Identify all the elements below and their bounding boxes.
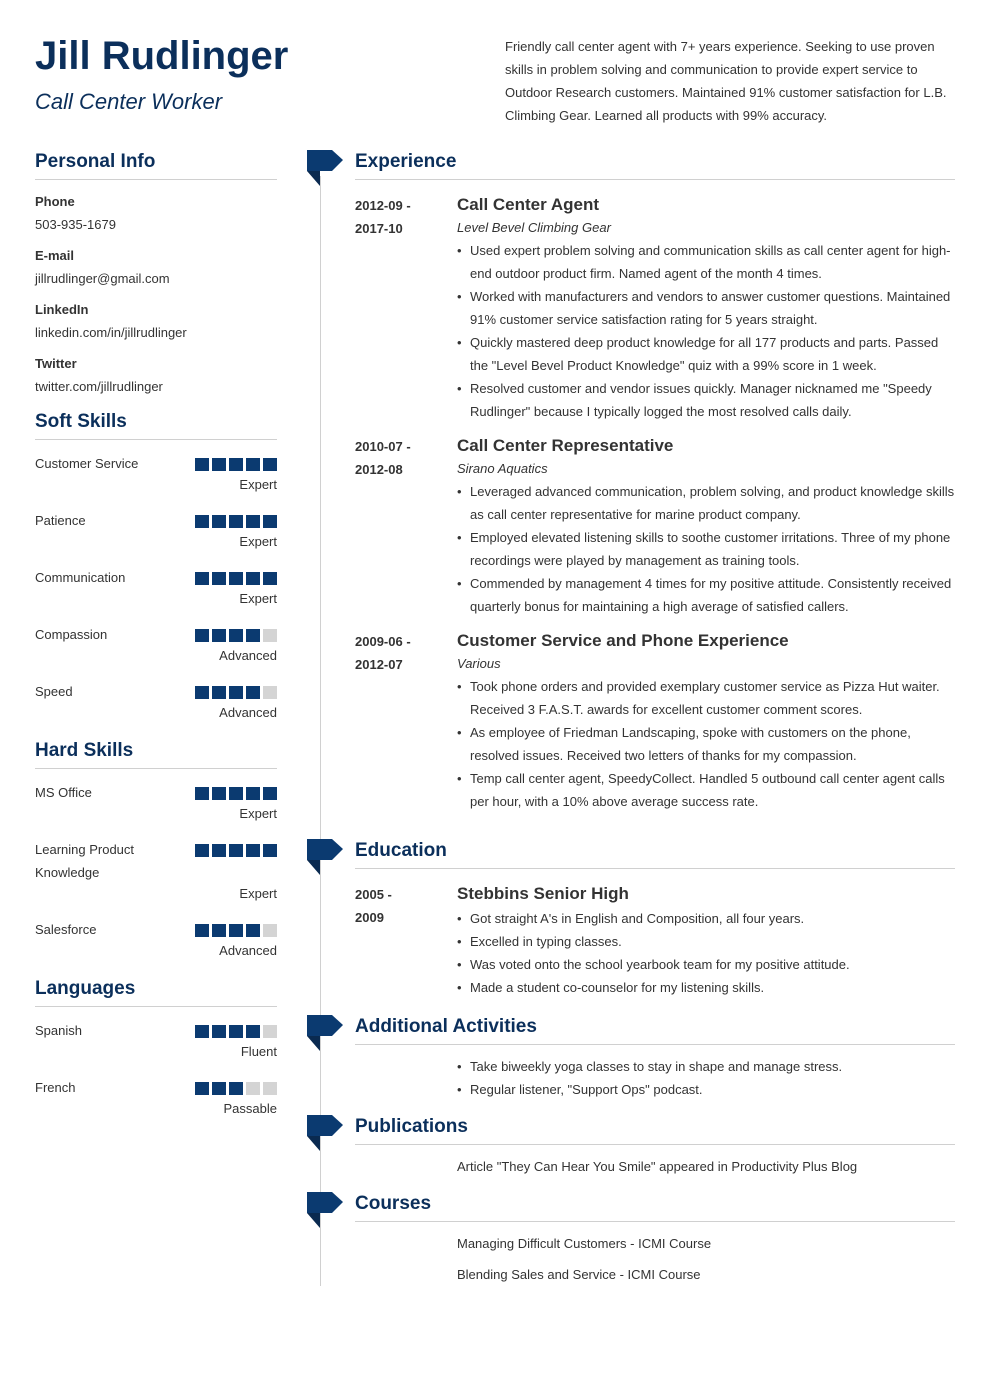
entry-body [457, 628, 955, 813]
rating-square-icon [263, 572, 277, 585]
left-column [35, 148, 277, 1133]
bullet-item: • Resolved customer and vendor issues quickly. Manager nicknamed me "Speedy Rudlinger" because I typically logged the most resolved calls daily. [457, 377, 955, 423]
rating-square-icon [246, 629, 260, 642]
resume-name: Jill Rudlinger [35, 34, 289, 78]
skill-level: Advanced [219, 705, 277, 720]
skill-item [35, 1076, 277, 1119]
skill-name: Customer Service [35, 456, 139, 471]
info-item-linkedin [35, 300, 277, 343]
hard-skills-heading: Hard Skills [35, 737, 277, 769]
rating-square-icon [195, 458, 209, 471]
rating-square-icon [212, 458, 226, 471]
skill-rating [195, 686, 277, 699]
skill-item [35, 838, 277, 904]
skill-row [35, 918, 277, 941]
entry-body [457, 1057, 955, 1101]
publications-entry [355, 1157, 955, 1178]
bullet-item: • Took phone orders and provided exemplary customer service as Pizza Hut waiter. Received 3 F.A.S.T. awards for excellent customer comment scores. [457, 675, 955, 721]
date-start: 2009-06 - [355, 634, 411, 649]
bullet-item: • Used expert problem solving and communication skills as call center agent for high-end outdoor product firm. Named agent of the month 4 times. [457, 239, 955, 285]
rating-square-icon [229, 844, 243, 857]
date-end: 2009 [355, 910, 384, 925]
bullet-item: • As employee of Friedman Landscaping, spoke with customers on the phone, resolved issues. Received two letters of thanks for my compassion. [457, 721, 955, 767]
skill-item [35, 623, 277, 666]
rating-square-icon [229, 787, 243, 800]
personal-info-section [35, 148, 277, 397]
bullet-item: • Made a student co-counselor for my listening skills. [457, 976, 955, 999]
date-start: 2012-09 - [355, 198, 411, 213]
info-value: linkedin.com/in/jillrudlinger [35, 325, 187, 340]
rating-square-icon [263, 1025, 277, 1038]
rating-square-icon [195, 515, 209, 528]
bullet-item: • Leveraged advanced communication, problem solving, and product knowledge skills as call center representative for marine product company. [457, 480, 955, 526]
rating-square-icon [212, 844, 226, 857]
rating-square-icon [212, 1082, 226, 1095]
section-flag-icon [307, 150, 343, 188]
entry-body [457, 433, 955, 618]
education-bullets [457, 907, 955, 999]
skill-level: Expert [239, 591, 277, 606]
entry-date [355, 192, 457, 423]
rating-square-icon [246, 1025, 260, 1038]
skill-name: Salesforce [35, 922, 97, 937]
skill-name: Speed [35, 684, 73, 699]
date-end: 2012-08 [355, 462, 403, 477]
entry-date [355, 433, 457, 618]
info-value: twitter.com/jillrudlinger [35, 379, 163, 394]
languages-list [35, 1019, 277, 1119]
entry-date [355, 628, 457, 813]
job-title: Customer Service and Phone Experience [457, 631, 789, 650]
job-title: Call Center Agent [457, 195, 600, 214]
soft-skills-heading: Soft Skills [35, 408, 277, 440]
section-flag-icon [307, 1115, 343, 1153]
rating-square-icon [195, 572, 209, 585]
skill-row [35, 781, 277, 804]
skill-item [35, 566, 277, 609]
bullet-item: • Temp call center agent, SpeedyCollect. Handled 5 outbound call center agent calls per hour, with a 10% above average success rate. [457, 767, 955, 813]
experience-heading: Experience [355, 148, 955, 180]
resume-role: Call Center Worker [35, 89, 223, 114]
skill-rating [195, 629, 277, 642]
info-value: 503-935-1679 [35, 217, 116, 232]
rating-square-icon [229, 1082, 243, 1095]
skill-row [35, 623, 277, 646]
bullet-item: • Got straight A's in English and Composition, all four years. [457, 907, 955, 930]
date-start: 2005 - [355, 887, 392, 902]
skill-rating [195, 844, 277, 857]
hard-skills-section [35, 737, 277, 961]
skill-item [35, 781, 277, 824]
skill-row [35, 838, 277, 884]
skill-level: Expert [239, 806, 277, 821]
course-item: Managing Difficult Customers - ICMI Course [457, 1236, 712, 1251]
info-value: jillrudlinger@gmail.com [35, 271, 170, 286]
rating-square-icon [212, 629, 226, 642]
rating-square-icon [229, 572, 243, 585]
rating-square-icon [229, 1025, 243, 1038]
hard-skills-list [35, 781, 277, 961]
section-flag-icon [307, 1192, 343, 1230]
school-name: Stebbins Senior High [457, 884, 629, 903]
skill-item [35, 509, 277, 552]
rating-square-icon [263, 787, 277, 800]
bullet-item: • Employed elevated listening skills to soothe customer irritations. Three of my phone recordings were played by management as training tools. [457, 526, 955, 572]
rating-square-icon [229, 458, 243, 471]
rating-square-icon [246, 515, 260, 528]
bullet-item: • Regular listener, "Support Ops" podcast. [457, 1078, 955, 1101]
rating-square-icon [263, 844, 277, 857]
rating-square-icon [195, 629, 209, 642]
courses-section [355, 1190, 955, 1286]
skill-name: MS Office [35, 785, 92, 800]
bullet-item: • Take biweekly yoga classes to stay in shape and manage stress. [457, 1055, 955, 1078]
rating-square-icon [263, 629, 277, 642]
languages-section [35, 975, 277, 1119]
company-name: Various [457, 656, 501, 671]
rating-square-icon [229, 629, 243, 642]
education-entry [355, 881, 955, 999]
skill-name: Patience [35, 513, 86, 528]
experience-entry [355, 192, 955, 423]
skill-level: Advanced [219, 648, 277, 663]
activities-section [355, 1013, 955, 1101]
entry-date-empty [355, 1157, 457, 1178]
company-name: Sirano Aquatics [457, 461, 548, 476]
skill-level: Passable [223, 1101, 277, 1116]
skill-item [35, 452, 277, 495]
education-heading: Education [355, 837, 955, 869]
courses-entry [355, 1234, 955, 1286]
skill-row [35, 1019, 277, 1042]
courses-heading: Courses [355, 1190, 955, 1222]
personal-info-heading: Personal Info [35, 148, 277, 180]
entry-body [457, 1157, 955, 1178]
rating-square-icon [212, 572, 226, 585]
rating-square-icon [212, 1025, 226, 1038]
rating-square-icon [263, 458, 277, 471]
skill-level: Advanced [219, 943, 277, 958]
rating-square-icon [195, 844, 209, 857]
rating-square-icon [246, 787, 260, 800]
rating-square-icon [229, 924, 243, 937]
job-bullets [457, 239, 955, 423]
activities-entry [355, 1057, 955, 1101]
rating-square-icon [212, 515, 226, 528]
entry-body [457, 192, 955, 423]
rating-square-icon [263, 515, 277, 528]
skill-row [35, 452, 277, 475]
languages-heading: Languages [35, 975, 277, 1007]
skill-rating [195, 515, 277, 528]
info-item-email [35, 246, 277, 289]
rating-square-icon [246, 924, 260, 937]
date-end: 2017-10 [355, 221, 403, 236]
rating-square-icon [246, 458, 260, 471]
skill-item [35, 918, 277, 961]
publications-section [355, 1113, 955, 1178]
entry-date [355, 881, 457, 999]
entry-body [457, 1234, 955, 1286]
skill-level: Expert [239, 534, 277, 549]
skill-rating [195, 1025, 277, 1038]
company-name: Level Bevel Climbing Gear [457, 220, 611, 235]
date-end: 2012-07 [355, 657, 403, 672]
section-flag-icon [307, 839, 343, 877]
skill-name: Spanish [35, 1023, 82, 1038]
info-label: E-mail [35, 248, 75, 263]
rating-square-icon [246, 572, 260, 585]
rating-square-icon [212, 924, 226, 937]
skill-rating [195, 924, 277, 937]
skill-row [35, 509, 277, 532]
skill-rating [195, 458, 277, 471]
rating-square-icon [212, 787, 226, 800]
rating-square-icon [195, 1082, 209, 1095]
skill-row [35, 680, 277, 703]
skill-level: Expert [239, 477, 277, 492]
publications-heading: Publications [355, 1113, 955, 1145]
skill-name: Learning Product Knowledge [35, 842, 135, 880]
activities-heading: Additional Activities [355, 1013, 955, 1045]
skill-item [35, 1019, 277, 1062]
info-item-phone [35, 192, 277, 235]
skill-row [35, 1076, 277, 1099]
rating-square-icon [263, 924, 277, 937]
entry-date-empty [355, 1234, 457, 1286]
rating-square-icon [246, 686, 260, 699]
bullet-item: • Quickly mastered deep product knowledge for all 177 products and parts. Passed the "Level Bevel Product Knowledge" quiz with a 99% score in 1 week. [457, 331, 955, 377]
soft-skills-list [35, 452, 277, 723]
skill-rating [195, 1082, 277, 1095]
skill-name: Compassion [35, 627, 108, 642]
skill-level: Expert [239, 886, 277, 901]
entry-date-empty [355, 1057, 457, 1101]
activities-bullets [457, 1055, 955, 1101]
rating-square-icon [195, 924, 209, 937]
section-flag-icon [307, 1015, 343, 1053]
skill-rating [195, 787, 277, 800]
rating-square-icon [195, 787, 209, 800]
resume-summary: Friendly call center agent with 7+ years experience. Seeking to use proven skills in problem solving and communication to provide expert service to Outdoor Research customers. Maintained 91% customer satisfaction for L.B. Climbing Gear. Learned all products with 99% accuracy. [505, 39, 947, 123]
rating-square-icon [195, 1025, 209, 1038]
date-start: 2010-07 - [355, 439, 411, 454]
bullet-item: • Commended by management 4 times for my positive attitude. Consistently received quarterly bonus for maintaining a high average of satisfied callers. [457, 572, 955, 618]
job-bullets [457, 480, 955, 618]
info-item-twitter [35, 354, 277, 397]
rating-square-icon [195, 686, 209, 699]
rating-square-icon [263, 686, 277, 699]
info-label: Phone [35, 194, 75, 209]
rating-square-icon [212, 686, 226, 699]
bullet-item: • Was voted onto the school yearbook team for my positive attitude. [457, 953, 955, 976]
experience-entry [355, 628, 955, 813]
skill-rating [195, 572, 277, 585]
skill-row [35, 566, 277, 589]
job-bullets [457, 675, 955, 813]
rating-square-icon [229, 515, 243, 528]
rating-square-icon [246, 844, 260, 857]
skill-name: French [35, 1080, 76, 1095]
info-label: Twitter [35, 356, 77, 371]
skill-name: Communication [35, 570, 126, 585]
bullet-item: • Worked with manufacturers and vendors to answer customer questions. Maintained 91% customer service satisfaction rating for 5 years straight. [457, 285, 955, 331]
skill-item [35, 680, 277, 723]
rating-square-icon [263, 1082, 277, 1095]
education-section [355, 837, 955, 999]
info-label: LinkedIn [35, 302, 89, 317]
publication-item: Article "They Can Hear You Smile" appeared in Productivity Plus Blog [457, 1159, 858, 1174]
bullet-item: • Excelled in typing classes. [457, 930, 955, 953]
entry-body [457, 881, 955, 999]
skill-level: Fluent [240, 1044, 277, 1059]
experience-entry [355, 433, 955, 618]
rating-square-icon [229, 686, 243, 699]
soft-skills-section [35, 408, 277, 723]
rating-square-icon [246, 1082, 260, 1095]
course-item: Blending Sales and Service - ICMI Course [457, 1267, 701, 1282]
experience-list [355, 192, 955, 813]
experience-section [355, 148, 955, 813]
job-title: Call Center Representative [457, 436, 674, 455]
